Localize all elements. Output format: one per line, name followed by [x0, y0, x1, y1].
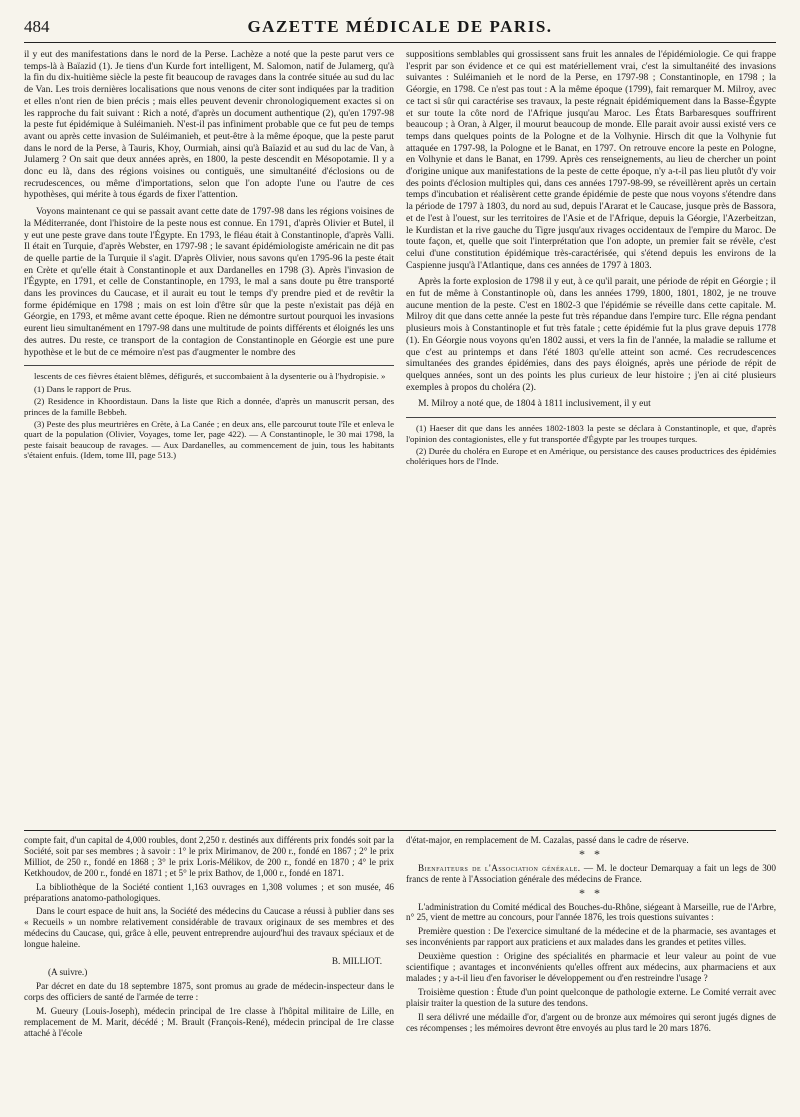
article-paragraph: Voyons maintenant ce qui se passait avant cette date de 1797-98 dans les régions voisines de la Méditerranée, dont l'histoire de la peste nous est connue. En 1791, d'après Olivier et Butel, il y eut une peste grave dans toute l'Égypte. En 1793, le fléau était à Constantinople, d'après Valli. Il était en Turquie, d'après Webster, en 1797-98 ; le savant épidémiologiste américain ne dit pas de quelle partie de la Turquie il s'agit. D'après Olivier, nous savons qu'en 1795-96 la peste était en Crète et qu'elle était à Constantinople et aux Dardanelles en 1798 (3). Après l'invasion de l'Égypte, en 1791, et celle de Constantinople, en 1793, le mal a sans doute pu être transporté dans les provinces du Caucase, et il aurait eu tout le temps d'y prendre pied et de revêtir la forme épidémique en 1798 ; mais on est loin d'être sûr que la peste n'existait pas déjà en Géorgie, en 1793, et même avant cette époque. Rien ne démontre surtout pourquoi les invasions eurent lieu simultanément en 1797-98 dans une multitude de points différents et éloignés les uns des autres. Du reste, ce transport de la contagion de Constantinople en Géorgie est une pure hypothèse et le but de ce mémoire n'est pas d'augmenter le nombre des [24, 206, 394, 358]
footnote: (3) Peste des plus meurtrières en Crète, à La Canée ; en deux ans, elle parcourut toute l'île et enleva le quart de la population (Olivier, Voyages, tome Ier, page 422). — A Constantinople, le 30 mai 1798, la peste faisait beaucoup de ravages. — Aux Dardanelles, au commencement de juin, tous les habitants s'étaient enfuis. (Idem, tome III, page 513.) [24, 418, 394, 461]
news-paragraph: compte fait, d'un capital de 4,000 roubles, dont 2,250 r. destinés aux différents prix fondés soit par la Société, soit par ses membres ; à savoir : 1° le prix Mirimanov, de 200 r., fondé en 1867 ; 2° le prix Milliot, de 250 r., fondé en 1868 ; 3° le prix Loris-Mélikov, de 200 r., fondé en 1870 ; 4° le prix Ketkhoudov, de 200 r., fondé en 1871 ; et 5° le prix Bathov, de 1,000 r., fondé en 1871. [24, 835, 394, 878]
article-paragraph: M. Milroy a noté que, de 1804 à 1811 inclusivement, il y eut [418, 398, 651, 410]
news-paragraph: La bibliothèque de la Société contient 1,163 ouvrages en 1,308 volumes ; et son musée, 46 préparations anatomo-pathologiques. [24, 881, 394, 903]
article-paragraph: Après la forte explosion de 1798 il y eut, à ce qu'il parait, une période de répit en Géorgie ; il en fut de même à Constantinople où, dans les années 1799, 1800, 1801, 1802, je ne trouve aucune mention de la peste. C'est en 1802-3 que l'épidémie se réveille dans cette capitale. M. Milroy dit que dans cette année la peste fut très répandue dans l'empire turc. Elle régna pendant plusieurs mois à Constantinople et fut très fatale ; cette épidémie fut la plus grave depuis 1778 (1). En Géorgie nous voyons qu'en 1802 aussi, et vers la fin de l'année, la maladie se rallume et que c'est au printemps et dans l'été 1803 qu'elle atteint son acmé. Ces recrudescences simultanées des grandes épidémies, dans des pays éloignés, après une période de répit de quelques années, sont un des points les plus curieux de leur histoire ; j'en ai cité plusieurs exemples à propos du choléra (2). [406, 276, 776, 393]
footnote-continuation: lescents de ces fièvres étaient blêmes, défigurés, et succombaient à la dysenterie ou à l'hydropisie. » [34, 371, 386, 382]
decree-paragraph: Par décret en date du 18 septembre 1875, sont promus au grade de médecin-inspecteur dans le corps des officiers de santé de l'armée de terre : [24, 980, 394, 1002]
footnotes-left [24, 365, 394, 460]
journal-title: GAZETTE MÉDICALE DE PARIS. [247, 17, 553, 36]
news-section [24, 835, 776, 1117]
benefactors-text: — M. le docteur Demarquay a fait un legs de 300 francs de rente à l'Association générale des médecins de France. [406, 862, 776, 884]
author-signature: B. MILLIOT. [331, 956, 382, 967]
left-column [24, 49, 394, 822]
asterism-divider: * * [579, 885, 603, 900]
asterism-divider: * * [579, 846, 603, 861]
benefactors-paragraph [406, 863, 776, 885]
contest-question: Première question : De l'exercice simultané de la médecine et de la pharmacie, ses avantages et ses inconvénients par rapport aux praticiens et aux malades dans les grandes et petites villes. [406, 926, 776, 948]
to-be-continued: (A suivre.) [48, 966, 88, 977]
right-column [406, 49, 776, 822]
footnote: (2) Durée du choléra en Europe et en Amérique, ou persistance des causes productrices des épidémies cholériques hors de l'Inde. [406, 445, 776, 467]
footnotes-right [406, 417, 776, 467]
footnote: (1) Dans le rapport de Prus. [34, 383, 132, 394]
article-paragraph: suppositions semblables qui grossissent sans fruit les annales de l'épidémiologie. Ce qui frappe l'esprit par son évidence et ce qui est matériellement vrai, c'est la simultanéité des invasions suivantes : Suléimanieh et le nord de la Perse, en 1797-98 ; Constantinople, en 1798 ; la Géorgie, en 1798. Ce n'est pas tout : A la même époque (1799), fait remarquer M. Milroy, avec ce tact si sûr qui caractérise ses travaux, la peste régnait épidémiquement dans la Basse-Égypte et sur toute la côte nord de l'Afrique jusqu'au Maroc. Les États Barbaresques souffrirent beaucoup ; à Oran, à Alger, il mourut beaucoup de monde. Elle parait avoir aussi existé vers ce temps dans quelques points de la Pologne et de la Volhynie. Hirsch dit que la Volhynie fut attaquée en 1797-98, la Pologne et le Banat, en 1797. On retrouve encore la peste en Pologne, en Volhynie et dans le Banat, en 1799. Après ces renseignements, au lieu de chercher un point d'origine unique aux manifestations de la peste de cette époque, n'y a-t-il pas lieu plutôt d'y voir des points d'éclosion multiples qui, dans ces années 1797-98-99, se réveillèrent après un certain temps d'incubation et réalisèrent cette grande épidémie de peste que nous voyons s'étendre dans la période de 1797 à 1803, du nord au sud, depuis l'Ararat et le Caucase, jusque près de Bassora, et de l'est à l'ouest, sur les territoires de l'Asie et de l'Afrique, depuis la Géorgie, l'Azerbeitzan, le Kurdistan et la rive gauche du Tigre jusqu'aux rivages occidentaux de l'empire du Maroc. De toute façon, et, quelle que soit l'interprétation que l'on adopte, un premier fait se révèle, c'est celui d'une constitution épidémique très-caractérisée, qui s'étend depuis les environs de la Caspienne jusqu'à l'Atlantique, dans ces années de 1797 à 1803. [406, 49, 776, 271]
news-paragraph: Dans le court espace de huit ans, la Société des médecins du Caucase a réussi à publier dans ses « Recueils » un nombre relativement considérable de travaux originaux de ses membres et des médecins du Caucase, qui, grâce à elle, peuvent entreprendre aujourd'hui des travaux spéciaux et de longue haleine. [24, 906, 394, 950]
bottom-left-column [24, 835, 394, 1117]
footnote: (1) Haeser dit que dans les années 1802-1803 la peste se déclara à Constantinople, et que, d'après l'opinion des contagionistes, elle y fut transportée d'Égypte par les troupes turques. [406, 423, 776, 444]
footnote: (2) Residence in Khoordistaun. Dans la liste que Rich a donnée, d'après un manuscrit persan, des princes de la famille Bebbeh. [24, 396, 394, 417]
page-number: 484 [24, 17, 50, 36]
article-paragraph: il y eut des manifestations dans le nord de la Perse. Lachèze a noté que la peste parut vers ce temps-là à Baïazid (1). Je tiens d'un Kurde fort intelligent, M. Salomon, natif de Julamerg, qu'à la fin du dix-huitième siècle la peste fit beaucoup de ravages dans la contrée située au sud du lac de Van. Les trois dernières localisations que nous venons de citer sont indiquées par la tradition et elles n'ont rien de bien précis ; mais elles peuvent devenir chronologiquement exactes si on les rapproche du fait suivant : Rich a noté, d'après un document authentique (2), qu'en 1797-98 la peste fut épidémique à Suléimanieh. N'est-il pas infiniment probable que ce fut peu de temps avant ou après cette invasion de Suléimanieh, et peut-être à la même époque, que la peste parut dans le nord de la Perse, à Tauris, Khoy, Ourmiah, ainsi qu'à Baïazid et au sud du lac de Van, à Julamerg ? On sait que deux années après, en 1800, la peste descendit en Mésopotamie. Il y a donc eu là, dans des régions voisines ou contiguës, une simultanéité d'éclosions ou de recrudescences, ou même d'importations, selon que l'on adopte l'une ou l'autre de ces hypothèses, qui mérite à tous égards de fixer l'attention. [24, 49, 394, 201]
page-header [24, 12, 776, 43]
news-paragraph: d'état-major, en remplacement de M. Cazalas, passé dans le cadre de réserve. [406, 835, 689, 845]
section-divider [24, 830, 776, 831]
prize-paragraph: Il sera délivré une médaille d'or, d'argent ou de bronze aux mémoires qui seront jugés dignes de ces récompenses ; les mémoires devront être envoyés au plus tard le 20 mars 1876. [406, 1011, 776, 1033]
appointment-paragraph: M. Gueury (Louis-Joseph), médecin principal de 1re classe à l'hôpital militaire de Lille, en remplacement de M. Marit, décédé ; M. Brault (François-René), médecin principal de 1re classe attaché à l'école [24, 1005, 394, 1038]
contest-question: Deuxième question : Origine des spécialités en pharmacie et leur valeur au point de vue scientifique ; avantages et inconvénients qu'elles offrent aux médecins, aux pharmaciens et aux malades ; y a-t-il lieu d'en favoriser le développement ou d'en restreindre l'usage ? [406, 951, 776, 983]
committee-intro: L'administration du Comité médical des Bouches-du-Rhône, siégeant à Marseille, rue de l'Arbre, n° 25, vient de mettre au concours, pour l'année 1876, les trois questions suivantes : [406, 901, 776, 923]
main-article [24, 49, 776, 822]
bottom-right-column [406, 835, 776, 1117]
contest-question: Troisième question : Étude d'un point quelconque de pathologie externe. Le Comité verrait avec plaisir traiter la question de la suture des tendons. [406, 986, 776, 1008]
benefactors-heading: Bienfaiteurs de l'Association générale. [418, 862, 581, 873]
